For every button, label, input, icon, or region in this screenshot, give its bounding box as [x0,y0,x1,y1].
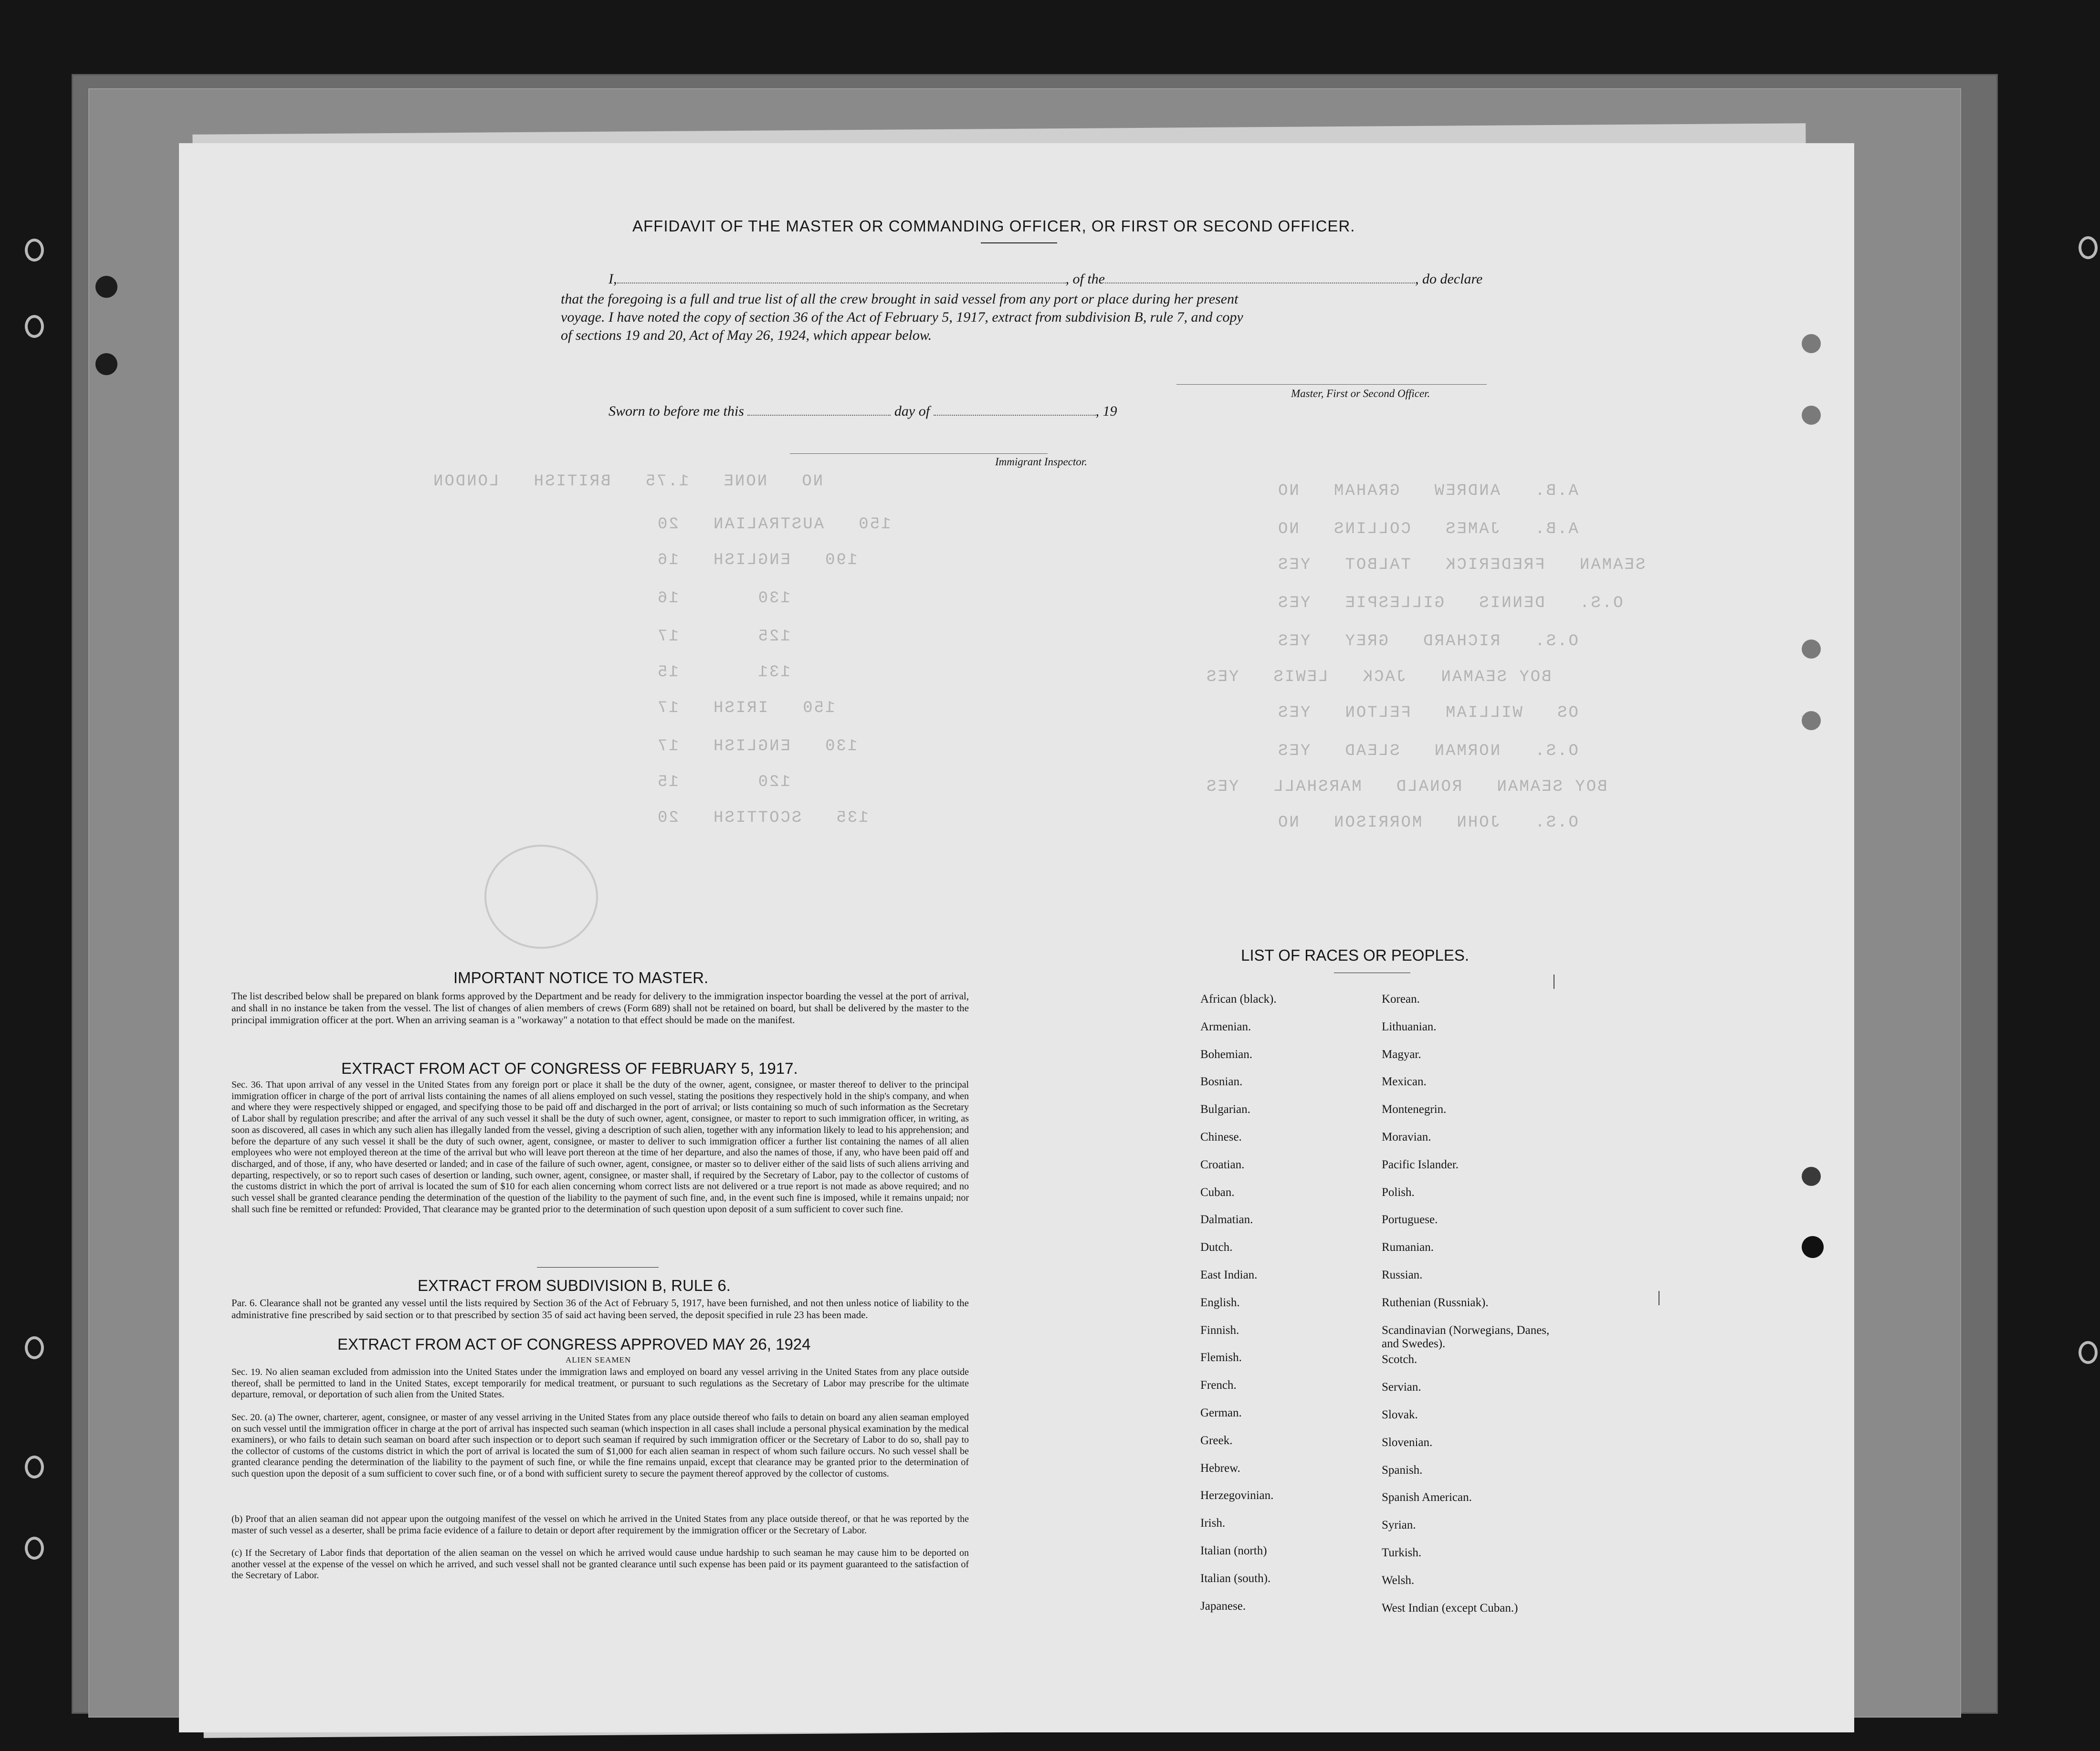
bleed-through-row: 190 ENGLISH 16 [656,551,858,569]
affidavit-title: AFFIDAVIT OF THE MASTER OR COMMANDING OFFICER, OR FIRST OR SECOND OFFICER. [632,217,1355,235]
affidavit-intro-line [609,271,1482,287]
divider [981,242,1057,243]
race-item: Polish. [1382,1185,1415,1199]
year-prefix: , 19 [1095,403,1117,419]
inspector-line [790,453,1048,454]
race-item: Bulgarian. [1200,1103,1250,1116]
race-item: Flemish. [1200,1351,1242,1364]
race-item: Hebrew. [1200,1461,1240,1475]
extract-rule6-title: EXTRACT FROM SUBDIVISION B, RULE 6. [418,1277,731,1294]
race-item: Lithuanian. [1382,1020,1437,1033]
bleed-through-row: NO NONE 1.75 BRITISH LONDON [432,472,823,491]
sworn-text: Sworn to before me this [609,403,744,419]
race-item: Finnish. [1200,1323,1239,1337]
bleed-through-row: A.B. JAMES COLLINS NO [1277,520,1578,538]
affidavit-body-line-3: of sections 19 and 20, Act of May 26, 1924, which appear below. [561,327,932,343]
day-blank [747,415,891,416]
race-item: Russian. [1382,1269,1423,1281]
month-blank [934,415,1096,416]
affidavit-body-line-2: voyage. I have noted the copy of section 36 of the Act of February 5, 1917, extract from subdivision B, rule 7, and copy [561,309,1243,325]
race-item: Spanish. [1382,1463,1423,1477]
race-item: Servian. [1382,1381,1421,1394]
race-item: Greek. [1200,1434,1233,1447]
binder-hole [95,276,117,298]
race-item: Turkish. [1382,1546,1422,1559]
race-item: Welsh. [1382,1573,1415,1587]
race-item: Portuguese. [1382,1213,1438,1227]
page-hole [1802,640,1821,659]
race-item: Japanese. [1200,1599,1246,1613]
bleed-through-row: 130 16 [656,589,790,608]
race-item: Mexican. [1382,1075,1427,1089]
extract-1924-sec20c: (c) If the Secretary of Labor finds that deportation of the alien seaman on the vessel on which he arrived would cause undue hardship to such seaman he may cause him to be deported on another vessel at the expense of the vessel on which he arrived, and such vessel shall not be granted clearance until such expense has been paid or its payment guaranteed to the satisfaction of the Secretary of Labor. [231,1548,969,1581]
binder-hole-ring [25,1336,44,1359]
race-item: Armenian. [1200,1020,1251,1033]
race-item: Italian (south). [1200,1572,1271,1585]
race-item: Korean. [1382,993,1420,1006]
race-item: Ruthenian (Russniak). [1382,1296,1489,1309]
bleed-through-row: SEAMAN FREDERICK TALBOT YES [1277,556,1646,574]
page-hole [1802,1236,1824,1258]
bleed-through-row: 135 SCOTTISH 20 [656,809,869,827]
bleed-through-row: O.S. NORMAN SLEAD YES [1277,742,1578,760]
race-item: Magyar. [1382,1048,1421,1061]
extract-1924-sec19: Sec. 19. No alien seaman excluded from admission into the United States under the immigration laws and employed on board any vessel arriving in the United States from any place outside thereof, shall be permitted to land in the United States, except temporarily for medical treatment, or pursuant to such regulations as the Secretary of Labor may prescribe for the ultimate departure, removal, or deportation of such alien from the United States. [231,1367,969,1400]
signature-line [1176,384,1487,385]
binder-hole-ring [25,239,44,262]
races-title: LIST OF RACES OR PEOPLES. [1241,946,1470,964]
race-item: Scandinavian (Norwegians, Danes, and Swedes). [1382,1323,1550,1350]
race-item: West Indian (except Cuban.) [1382,1601,1518,1615]
race-item: Slovak. [1382,1408,1418,1421]
bleed-through-row: O.S. RICHARD GREY YES [1277,632,1578,650]
binder-hole-ring [2079,1341,2098,1364]
bleed-through-row: 120 15 [656,773,790,791]
binder-hole [95,353,117,375]
race-item: Slovenian. [1382,1436,1433,1449]
race-item: Dalmatian. [1200,1213,1253,1227]
notice-title: IMPORTANT NOTICE TO MASTER. [453,969,709,986]
divider [537,1267,659,1268]
race-item: Scotch. [1382,1353,1418,1366]
race-item: Bosnian. [1200,1075,1243,1089]
manifest-page [179,143,1854,1732]
race-item: French. [1200,1379,1237,1392]
extract-1917-title: EXTRACT FROM ACT OF CONGRESS OF FEBRUARY 5, 1917. [341,1059,798,1077]
page-hole [1802,406,1821,425]
notice-text: The list described below shall be prepared on blank forms approved by the Department and be ready for delivery to the immigration inspector boarding the vessel at the port of arrival, and shall in no instance be taken from the vessel. The list of changes of alien members of crews (Form 689) shall not be retained on board, but shall be delivered by the master to the principal immigration officer at the port. When an arriving seaman is a "workaway" a notation to that effect should be made on the manifest. [231,990,969,1026]
intro-of-the: , of the [1065,271,1105,287]
bleed-through-row: 150 IRISH 17 [656,699,835,717]
intro-i: I, [609,271,617,287]
page-hole [1802,334,1821,353]
extract-1924-sec20b: (b) Proof that an alien seaman did not appear upon the outgoing manifest of the vessel on which he arrived in the United States from any place outside thereof, or that he was reported by the master of such vessel as a deserter, shall be prima facie evidence of a failure to detain or deport after requirement by the immigration officer or the Secretary of Labor. [231,1514,969,1536]
extract-rule6-text: Par. 6. Clearance shall not be granted any vessel until the lists required by Section 36 of the Act of February 5, 1917, have been furnished, and not then unless notice of liability to the administrative fine prescribed by said section or to that prescribed by section 35 of said act having been served, the deposit specified in rule 23 has been made. [231,1297,969,1321]
bleed-through-row: BOY SEAMAN RONALD MARSHALL YES [1205,778,1607,796]
race-item: Chinese. [1200,1131,1242,1143]
page-hole [1802,711,1821,730]
binder-hole-ring [25,315,44,338]
race-item: Cuban. [1200,1185,1235,1199]
race-item: Herzegovinian. [1200,1489,1274,1502]
bleed-through-row: O.S. DENNIS GILLESPIE YES [1277,594,1623,612]
bleed-through-row: 131 15 [656,663,790,682]
extract-1924-sec20a: Sec. 20. (a) The owner, charterer, agent, consignee, or master of any vessel arriving in the United States from any place outside thereof who fails to detain on board any alien seaman employed on such vessel until the immigration officer in charge at the port of arrival has inspected such seaman (which inspection in all cases shall include a personal physical examination by the medical examiners), or who fails to detain such seaman on board after such inspection or to deport such seaman if required by such immigration officer or the Secretary of Labor to do so, shall pay to the collector of customs of the customs district in which the port of arrival is located the sum of $1,000 for each alien seaman in respect of whom such failure occurs. No such vessel shall be granted clearance pending the determination of the liability to the payment of such fine, or while the fine remains unpaid, except that clearance may be granted prior to the determination of such question upon the deposit of a sum sufficient to cover such fine, or of a bond with sufficient surety to secure the payment thereof approved by the collector of customs. [231,1412,969,1479]
race-item: Rumanian. [1382,1241,1434,1254]
binder-hole-ring [2079,236,2098,259]
race-item: Irish. [1200,1517,1226,1530]
binder-hole-ring [25,1456,44,1478]
race-item: African (black). [1200,993,1277,1006]
bleed-through-row: O.S. JOHN MORRISON NO [1277,814,1578,832]
intro-declare: , do declare [1415,271,1483,287]
extract-1917-text: Sec. 36. That upon arrival of any vessel in the United States from any foreign port or place it shall be the duty of the owner, agent, consignee, or master thereof to deliver to the principal immigration officer in charge of the port of arrival lists containing the names of all aliens employed on such vessel, stating the positions they respectively hold in the ship's company, and when and where they were respectively shipped or engaged, and specifying those to be paid off and discharged in the port of arrival; or lists containing so much of such information as the Secretary of Labor shall by regulation prescribe; and after the arrival of any such vessel it shall be the duty of such owner, agent, consignee, or master to report to such immigration officer, in writing, as soon as discovered, all cases in which any such alien has illegally landed from the vessel, giving a description of such alien, together with any information likely to lead to his apprehension; and before the departure of any such vessel it shall be the duty of such owner, agent, consignee, or master to deliver to such immigration officer a further list containing the names of all alien employees who were not employed thereon at the time of the arrival but who will leave port thereon at the time of her departure, and also the names of those, if any, who have been paid off and discharged, and of those, if any, who have deserted or landed; and in case of the failure of such owner, agent, consignee, or master so to deliver either of the said lists of such aliens arriving and departing, respectively, or so to report such cases of desertion or landing, such owner, agent, consignee, or master shall, if required by the Secretary of Labor, pay to the collector of customs of the customs district in which the port of arrival is located the sum of $10 for each alien concerning whom correct lists are not delivered or a true report is not made as above required; and no such vessel shall be granted clearance pending the determination of the question of the liability to the payment of such fine, and, in the event such fine is imposed, while it remains unpaid; nor shall such fine be remitted or refunded: Provided, That clearance may be granted prior to the determination of such question upon deposit of a sum sufficient to cover such fine. [231,1080,969,1215]
faded-stamp [484,845,598,949]
sworn-line [609,403,1117,419]
extract-1924-subtitle: ALIEN SEAMEN [566,1355,631,1364]
binder-hole-ring [25,1537,44,1560]
bleed-through-row: A.B. ANDREW GRAHAM NO [1277,482,1578,500]
page-hole [1802,1167,1821,1186]
bleed-through-row: 125 17 [656,628,790,646]
affidavit-body-line-1: that the foregoing is a full and true list of all the crew brought in said vessel from any port or place during her present [561,291,1239,307]
inspector-label: Immigrant Inspector. [995,456,1087,468]
race-item: Bohemian. [1200,1048,1253,1061]
race-item: Dutch. [1200,1241,1233,1254]
signature-label: Master, First or Second Officer. [1291,388,1430,399]
bleed-through-row: BOY SEAMAN JACK LEWIS YES [1205,668,1552,686]
race-item: English. [1200,1296,1240,1309]
race-item: Croatian. [1200,1158,1245,1171]
race-item: Moravian. [1382,1131,1431,1143]
race-item: Pacific Islander. [1382,1158,1459,1171]
bleed-through-row: 150 AUSTRALIAN 20 [656,515,891,534]
bleed-through-row: 130 ENGLISH 17 [656,737,858,755]
race-item: East Indian. [1200,1269,1258,1281]
race-item: Syrian. [1382,1519,1416,1532]
bleed-through-row: OS WILLIAM FELTON YES [1277,704,1578,722]
race-item: Spanish American. [1382,1491,1472,1504]
race-item: German. [1200,1406,1242,1419]
race-item: Montenegrin. [1382,1103,1447,1116]
extract-1924-title: EXTRACT FROM ACT OF CONGRESS APPROVED MAY 26, 1924 [337,1335,811,1353]
day-of: day of [894,403,930,419]
race-item: Italian (north) [1200,1544,1267,1557]
